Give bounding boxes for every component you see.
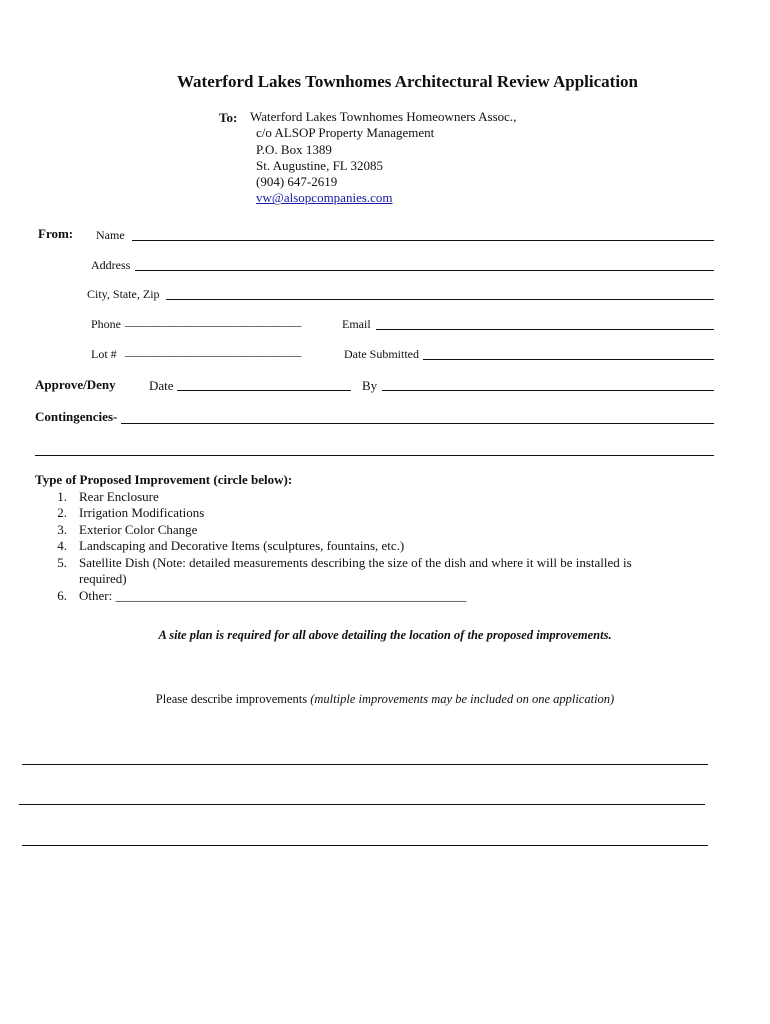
- date-submitted-label: Date Submitted: [344, 347, 419, 361]
- description-line-1[interactable]: [22, 764, 708, 765]
- contingencies-field[interactable]: [121, 423, 714, 424]
- list-item[interactable]: 6. Other: ______________________________________________________: [57, 587, 467, 603]
- address-line: c/o ALSOP Property Management: [256, 125, 435, 141]
- improvement-types: [35, 472, 679, 604]
- address-label: Address: [91, 258, 131, 272]
- city-state-zip-label: City, State, Zip: [87, 287, 160, 301]
- address-line: P.O. Box 1389: [256, 141, 332, 157]
- improvement-types-heading: Type of Proposed Improvement (circle below):: [35, 472, 293, 487]
- site-plan-note: A site plan is required for all above detailing the location of the proposed improvements.: [158, 628, 612, 642]
- address-line: (904) 647-2619: [256, 174, 338, 190]
- name-field[interactable]: [132, 240, 714, 241]
- recipient-address: [250, 109, 516, 207]
- email-link[interactable]: vw@alsopcompanies.com: [256, 190, 393, 206]
- address-line: Waterford Lakes Townhomes Homeowners Assoc.,: [250, 109, 517, 124]
- describe-note: (multiple improvements may be included on one application): [310, 692, 615, 706]
- page-title: Waterford Lakes Townhomes Architectural Review Application: [176, 72, 639, 91]
- address-field[interactable]: [135, 270, 714, 271]
- approval-by-field[interactable]: [382, 390, 714, 391]
- address-line: St. Augustine, FL 32085: [256, 157, 384, 173]
- list-item[interactable]: 5. Satellite Dish (Note: detailed measurements describing the size of the dish and where it will be installed is required): [57, 554, 632, 586]
- city-state-zip-field[interactable]: [166, 299, 714, 300]
- approve-deny-label: Approve/Deny: [35, 377, 116, 392]
- from-label: From:: [38, 226, 74, 241]
- date-submitted-field[interactable]: [423, 359, 714, 360]
- list-item[interactable]: 4. Landscaping and Decorative Items (sculptures, fountains, etc.): [57, 538, 405, 553]
- email-field[interactable]: [376, 329, 714, 330]
- lot-field[interactable]: ________________________________: [125, 344, 301, 358]
- list-item[interactable]: 3. Exterior Color Change: [57, 521, 198, 537]
- approval-date-field[interactable]: [177, 390, 351, 391]
- approval-date-label: Date: [149, 378, 174, 393]
- describe-text: Please describe improvements: [155, 692, 308, 706]
- phone-label: Phone: [91, 317, 121, 331]
- to-label: To:: [219, 110, 238, 125]
- description-line-2[interactable]: [19, 804, 705, 805]
- list-item[interactable]: 1. Rear Enclosure: [57, 488, 159, 504]
- lot-label: Lot #: [91, 347, 117, 361]
- description-line-3[interactable]: [22, 845, 708, 846]
- list-item[interactable]: 2. Irrigation Modifications: [57, 505, 205, 520]
- approval-by-label: By: [362, 378, 378, 393]
- describe-prompt: [0, 692, 770, 707]
- name-label: Name: [96, 228, 125, 242]
- contingencies-label: Contingencies-: [35, 409, 118, 424]
- phone-field[interactable]: ________________________________: [125, 314, 301, 328]
- contingencies-field-line-2[interactable]: [35, 455, 714, 456]
- email-label: Email: [342, 317, 371, 331]
